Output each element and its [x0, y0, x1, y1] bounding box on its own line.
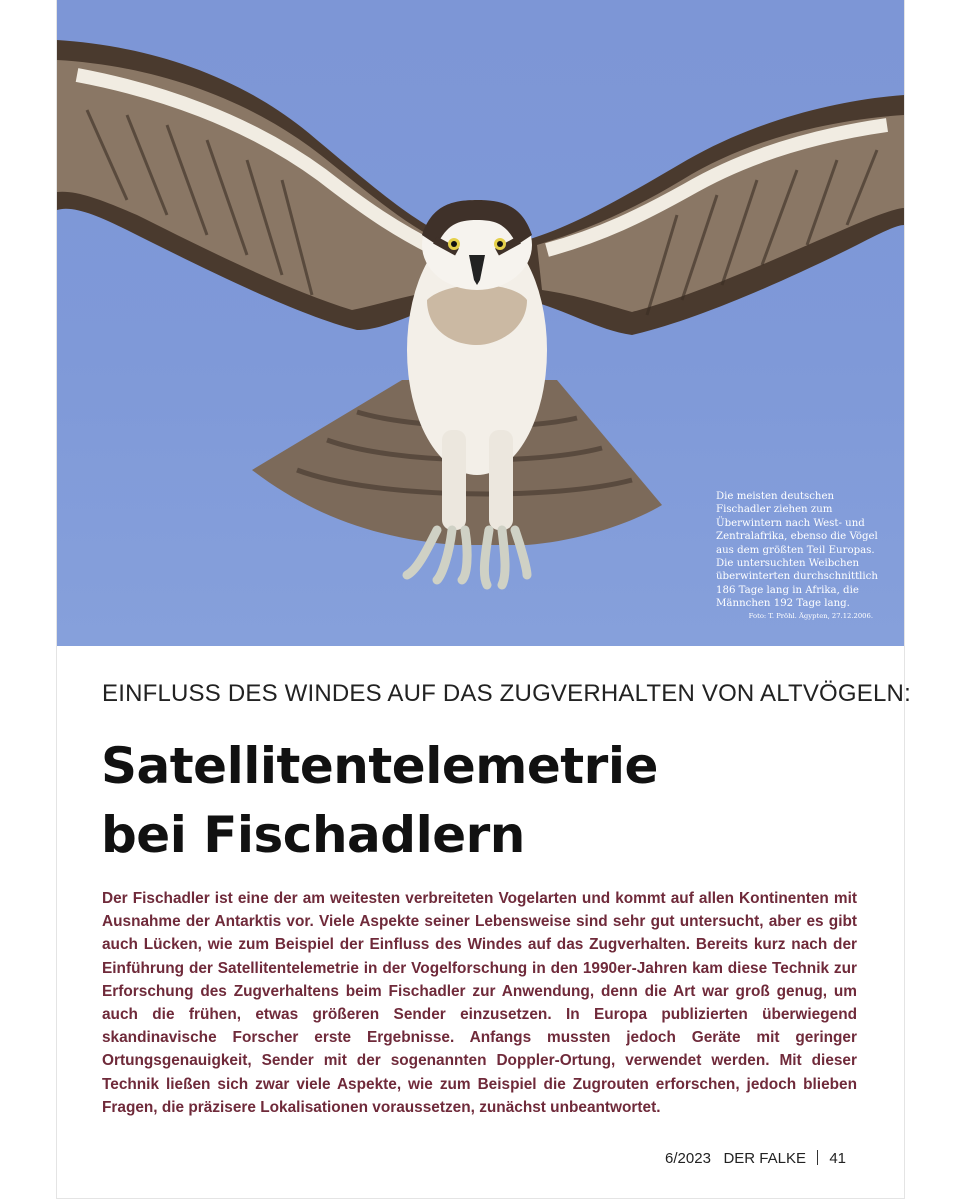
photo-credit: Foto: T. Pröhl. Ägypten, 27.12.2006. [748, 612, 873, 620]
page-number: 41 [829, 1150, 846, 1167]
footer-divider [817, 1150, 818, 1165]
issue-number: 6/2023 [665, 1150, 711, 1167]
article-title [101, 732, 881, 870]
article-title-line-2: bei Fischadlern [101, 806, 525, 864]
magazine-name: DER FALKE [723, 1150, 806, 1167]
article-title-line-1: Satellitentelemetrie [101, 737, 658, 795]
page-footer [657, 1150, 846, 1167]
article-kicker: EINFLUSS DES WINDES AUF DAS ZUGVERHALTEN VON ALTVÖGELN: [102, 680, 911, 707]
photo-caption: Die meisten deutschen Fischadler ziehen zum Überwintern nach West- und Zentralafrika, ebenso die Vögel aus dem größten Teil Europas. Die untersuchten Weibchen überwinterten durchschnittlich 186 Tage lang in Afrika, die Männchen 192 Tage lang. [716, 491, 878, 610]
article-lead: Der Fischadler ist eine der am weitesten verbreiteten Vogelarten und kommt auf allen Kontinenten mit Ausnahme der Antarktis vor. Viele Aspekte seiner Lebensweise sind sehr gut untersucht, aber es gibt auch Lücken, wie zum Beispiel der Einfluss des Windes auf das Zugverhalten. Bereits kurz nach der Einführung der Satellitentelemetrie in der Vogelforschung in den 1990er-Jahren kam diese Technik zur Erforschung des Zugverhaltens beim Fischadler zur Anwendung, denn die Art war groß genug, um auch die frühen, etwas größeren Sender einzusetzen. In Europa publizierten überwiegend skandinavische Forscher erste Ergebnisse. Anfangs mussten jedoch Geräte mit geringer Ortungsgenauigkeit, Sender mit der sogenannten Doppler-Ortung, verwendet werden. Mit dieser Technik ließen sich zwar viele Aspekte, wie zum Beispiel die Zugrouten erforschen, jedoch blieben Fragen, die präzisere Lokalisationen voraussetzen, zunächst unbeantwortet. [102, 890, 857, 1116]
magazine-page [57, 0, 911, 1198]
osprey-photo [57, 0, 904, 646]
